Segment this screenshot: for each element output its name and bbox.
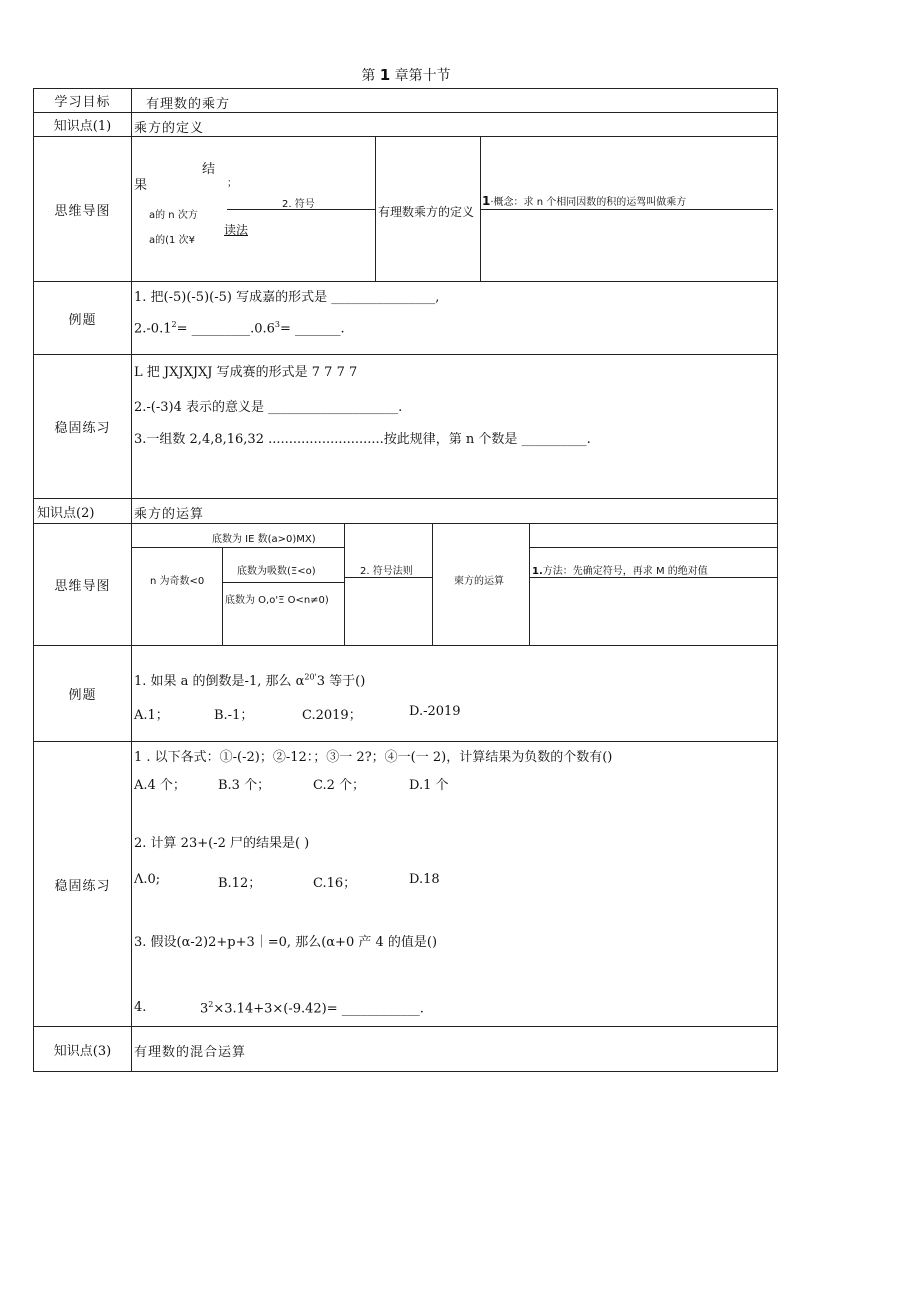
practice2-q4-a: 3	[200, 1001, 209, 1017]
mindmap2-divider-d	[529, 524, 530, 646]
example2-q1-a: 1. 如果 a 的倒数是-1, 那么 α	[134, 674, 305, 689]
mindmap2-hline-4	[344, 577, 432, 578]
mindmap2-hline-1	[132, 547, 344, 548]
mindmap1-concept-num: 1	[482, 194, 491, 208]
example2-q1-b: 3 等于()	[316, 674, 366, 689]
practice1-label: 稳固练习	[34, 355, 132, 499]
mindmap2-label: 思维导图	[34, 524, 132, 646]
mindmap2-hline-2	[529, 547, 778, 548]
example1-cell	[132, 282, 778, 355]
row-example-2	[34, 646, 778, 742]
practice1-cell	[132, 355, 778, 499]
practice2-q4-b: ×3.14+3×(-9.42)= ____________.	[213, 1001, 424, 1017]
practice2-q3: 3. 假设(α-2)2+p+3｜=0, 那么(α+0 产 4 的值是()	[134, 935, 438, 950]
practice2-q1-opt-d: D.1 个	[409, 778, 449, 793]
mindmap1-reading: 读法	[224, 223, 249, 237]
example1-q2-b: = _________.0.6	[176, 321, 275, 337]
mindmap2-divider-a	[222, 547, 223, 646]
kp1-cell	[132, 113, 778, 137]
mindmap2-center: 柬方的运算	[454, 576, 504, 587]
practice1-q1: L 把 JXJXJXJ 写成赛的形式是 7 7 7 7	[134, 365, 358, 380]
mindmap2-base-positive: 底数为 IE 数(a>0)MX)	[212, 534, 316, 545]
mindmap2-method-text: 方法：先确定符号，再求 M 的绝对值	[542, 566, 708, 577]
row-knowledge-point-1	[34, 113, 778, 137]
mindmap1-label: 思维导图	[34, 137, 132, 282]
lesson-table	[33, 88, 778, 1072]
mindmap2-method	[532, 562, 708, 577]
learning-goal-content: 有理数的乘方	[146, 97, 231, 112]
mindmap2-divider-b	[344, 524, 345, 646]
mindmap2-cell	[132, 524, 778, 646]
learning-goal-cell	[132, 89, 778, 113]
mindmap1-guo: 果	[134, 178, 148, 193]
row-practice-1	[34, 355, 778, 499]
example1-label: 例题	[34, 282, 132, 355]
example2-cell	[132, 646, 778, 742]
practice2-q1-opt-b: B.3 个；	[218, 778, 271, 793]
mindmap1-jie: 结	[202, 162, 216, 177]
title-suffix: 章第十节	[394, 68, 451, 84]
practice2-q4	[200, 1000, 424, 1016]
row-mindmap-1	[34, 137, 778, 282]
practice1-q2: 2.-(-3)4 表示的意义是 ____________________.	[134, 400, 403, 415]
practice2-q1-opt-c: C.2 个；	[313, 778, 366, 793]
mindmap2-method-num: 1.	[532, 566, 543, 577]
mindmap2-hline-5	[529, 577, 778, 578]
practice2-q2-opt-d: D.18	[409, 872, 440, 887]
example1-q2	[134, 320, 345, 336]
kp2-content: 乘方的运算	[134, 507, 205, 522]
mindmap1-concept	[482, 193, 686, 208]
mindmap2-base-negative: 底数为吸数(Ξ<o)	[237, 566, 316, 577]
example2-opt-b: B.-1；	[214, 708, 254, 723]
title-chapter-number: 1	[379, 66, 391, 84]
mindmap1-center: 有理数乘方的定义	[378, 205, 475, 219]
practice2-q2: 2. 计算 23+(-2 尸的结果是( )	[134, 836, 310, 851]
mindmap2-sign-rule: 2. 符号法则	[360, 566, 413, 577]
example1-q2-a: 2.-0.1	[134, 321, 172, 337]
kp1-content: 乘方的定义	[134, 121, 205, 136]
practice2-q1: 1 . 以下各式：①-(-2)；②-12：；③一 2?；④一(一 2)，计算结果为负数的个数有()	[134, 750, 613, 765]
mindmap1-colon: ；	[227, 178, 237, 189]
mindmap1-divider-1	[375, 137, 376, 282]
practice2-label: 稳固练习	[34, 742, 132, 1027]
row-learning-goal	[34, 89, 778, 113]
kp2-cell	[132, 499, 778, 524]
mindmap1-symbol: 2. 符号	[282, 199, 315, 210]
kp3-label: 知识点(3)	[34, 1027, 132, 1072]
example2-label: 例题	[34, 646, 132, 742]
kp3-cell	[132, 1027, 778, 1072]
example2-opt-a: A.1；	[134, 708, 169, 723]
mindmap2-divider-c	[432, 524, 433, 646]
practice2-q1-opt-a: A.4 个；	[134, 778, 186, 793]
example2-q1-sup: 20'	[304, 672, 317, 682]
example2-opt-d: D.-2019	[409, 704, 461, 719]
example2-q1	[134, 670, 365, 689]
practice2-q2-opt-a: Λ.0;	[134, 872, 161, 887]
example1-q2-c: = _______.	[280, 321, 345, 337]
practice2-q4-num: 4.	[134, 1000, 147, 1015]
example1-q2-sup2: 3	[274, 320, 281, 329]
mindmap2-base-zero: 底数为 O,o'Ξ O<n≠0)	[225, 595, 329, 606]
example1-q1: 1. 把(-5)(-5)(-5) 写成嘉的形式是 ________________,	[134, 290, 440, 305]
row-practice-2	[34, 742, 778, 1027]
learning-goal-label: 学习目标	[34, 89, 132, 113]
row-knowledge-point-2	[34, 499, 778, 524]
kp3-content: 有理数的混合运算	[134, 1045, 247, 1060]
practice2-cell	[132, 742, 778, 1027]
row-mindmap-2	[34, 524, 778, 646]
mindmap1-cell	[132, 137, 778, 282]
kp1-label: 知识点(1)	[34, 113, 132, 137]
page-title	[0, 65, 812, 85]
title-prefix: 第	[361, 68, 376, 84]
mindmap1-hline-right	[480, 209, 773, 210]
example1-q2-sup: 2	[171, 320, 177, 329]
mindmap1-concept-text: ·概念：求 n 个相同因数的积的运驾叫做乘方	[490, 197, 687, 208]
kp2-label: 知识点(2)	[34, 499, 132, 524]
practice2-q2-opt-c: C.16；	[313, 876, 357, 891]
mindmap1-a-n-power: a的 n 次方	[149, 210, 198, 221]
practice2-q2-opt-b: B.12；	[218, 876, 262, 891]
mindmap2-odd: n 为奇数<0	[150, 576, 205, 587]
practice1-q3: 3.一组数 2,4,8,16,32 ............................按此规律，第 n 个数是 __________.	[134, 432, 591, 447]
example2-opt-c: C.2019；	[302, 708, 362, 723]
row-knowledge-point-3	[34, 1027, 778, 1072]
row-example-1	[34, 282, 778, 355]
practice2-q4-sup: 2	[208, 1000, 214, 1009]
mindmap2-hline-3	[222, 582, 344, 583]
mindmap1-a-1-power: a的(1 次¥	[149, 235, 195, 246]
